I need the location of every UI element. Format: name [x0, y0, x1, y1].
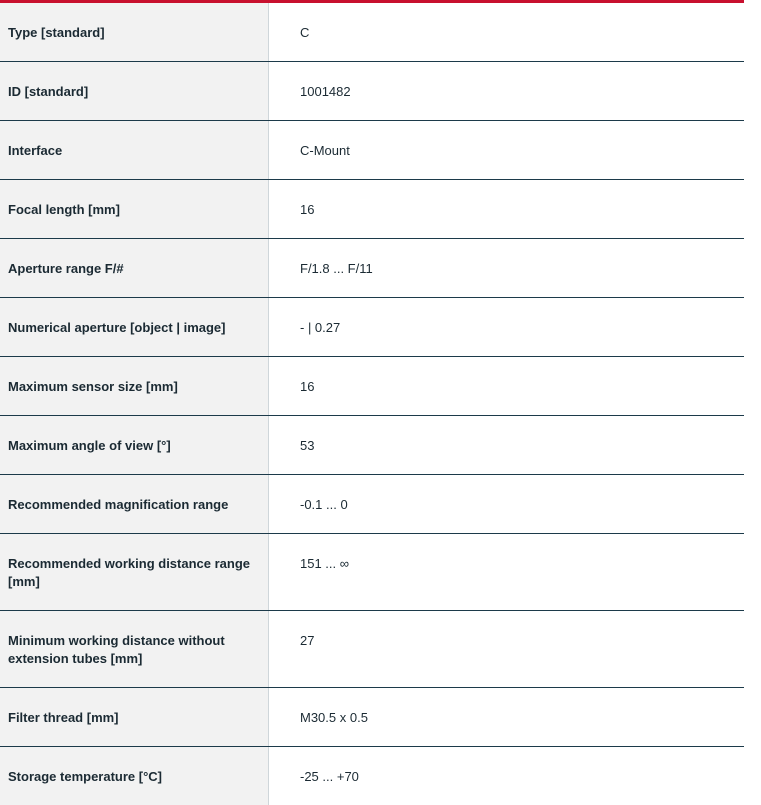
- table-row: [0, 357, 744, 416]
- spec-label: Aperture range F/#: [0, 239, 269, 297]
- spec-label: ID [standard]: [0, 62, 269, 120]
- spec-value: -0.1 ... 0: [269, 475, 744, 533]
- spec-label: Focal length [mm]: [0, 180, 269, 238]
- spec-label: Recommended working distance range [mm]: [0, 534, 269, 610]
- spec-label: Interface: [0, 121, 269, 179]
- spec-table: [0, 3, 744, 805]
- spec-value: C-Mount: [269, 121, 744, 179]
- spec-label: Type [standard]: [0, 3, 269, 61]
- spec-value: 53: [269, 416, 744, 474]
- table-row: [0, 239, 744, 298]
- spec-value: 16: [269, 180, 744, 238]
- table-row: [0, 416, 744, 475]
- table-row: [0, 121, 744, 180]
- spec-label: Recommended magnification range: [0, 475, 269, 533]
- table-row: [0, 475, 744, 534]
- table-row: [0, 62, 744, 121]
- table-row: [0, 611, 744, 688]
- spec-label: Storage temperature [°C]: [0, 747, 269, 805]
- spec-label: Maximum angle of view [°]: [0, 416, 269, 474]
- spec-value: -25 ... +70: [269, 747, 744, 805]
- spec-value: F/1.8 ... F/11: [269, 239, 744, 297]
- spec-value: M30.5 x 0.5: [269, 688, 744, 746]
- spec-label: Filter thread [mm]: [0, 688, 269, 746]
- spec-label: Maximum sensor size [mm]: [0, 357, 269, 415]
- table-row: [0, 534, 744, 611]
- table-row: [0, 688, 744, 747]
- table-row: [0, 180, 744, 239]
- spec-value: 1001482: [269, 62, 744, 120]
- table-row: [0, 298, 744, 357]
- table-row: [0, 747, 744, 805]
- spec-label: Minimum working distance without extension tubes [mm]: [0, 611, 269, 687]
- spec-value: - | 0.27: [269, 298, 744, 356]
- spec-value: 27: [269, 611, 744, 687]
- spec-label: Numerical aperture [object | image]: [0, 298, 269, 356]
- spec-value: 16: [269, 357, 744, 415]
- table-row: [0, 3, 744, 62]
- spec-value: 151 ... ∞: [269, 534, 744, 610]
- spec-value: C: [269, 3, 744, 61]
